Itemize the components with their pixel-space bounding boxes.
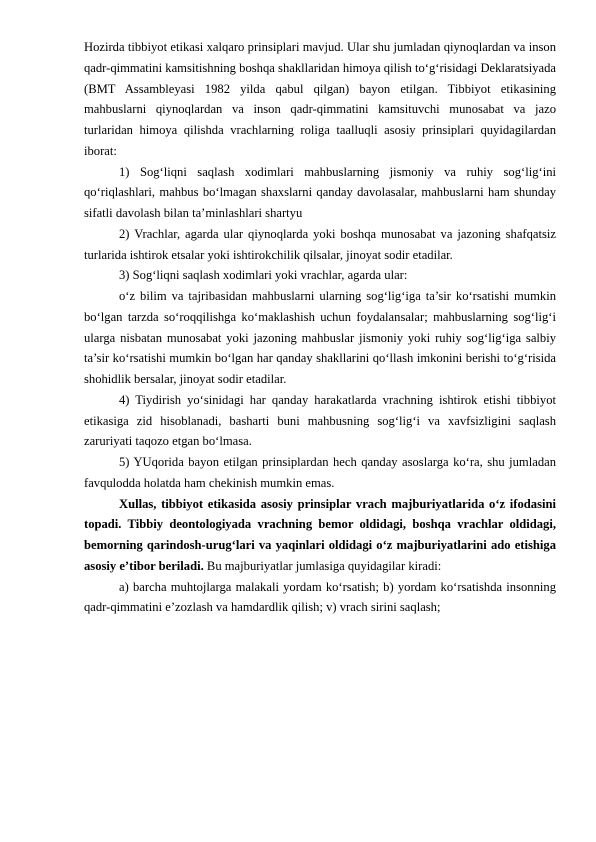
paragraph-principle-3-detail: o‘z bilim va tajribasidan mahbuslarni ularning sog‘lig‘iga ta’sir ko‘rsatishi mumkin bo‘lgan tarzda so‘roqqilishga ko‘maklashish uchun foydalansalar; mahbuslarning sog‘lig‘i ularga nisbatan munosabat yoki jazoning mahbuslar jismoniy yoki ruhiy sog‘lig‘iga salbiy ta’sir ko‘rsatishi mumkin bo‘lgan har qanday shakllarini qo‘llash imkonini berishi to‘g‘risida shohidlik bersalar, jinoyat sodir etadilar. — [84, 289, 556, 386]
paragraph-obligations-list: a) barcha muhtojlarga malakali yordam ko‘rsatish; b) yordam ko‘rsatishda insonning qadr-qimmatini e’zozlash va hamdardlik qilish; v) vrach sirini saqlash; — [84, 579, 556, 615]
paragraph-summary — [84, 494, 556, 577]
summary-regular-text: Bu majburiyatlar jumlasiga quyidagilar kiradi: — [203, 558, 442, 573]
paragraph-intro: Hozirda tibbiyot etikasi xalqaro prinsiplari mavjud. Ular shu jumladan qiynoqlardan va inson qadr-qimmatini kamsitishning boshqa shakllaridan himoya qilish to‘g‘risidagi Deklaratsiyada (BMT Assambleyasi 1982 yilda qabul qilgan) bayon etilgan. Tibbiyot etikasining mahbuslarni qiynoqlardan va inson qadr-qimmatini kamsituvchi munosabat va jazo turlaridan himoya qilishda vrachlarning roliga taalluqli asosiy prinsiplari quyidagilardan iborat: — [84, 40, 556, 158]
paragraph-principle-3: 3) Sog‘liqni saqlash xodimlari yoki vrachlar, agarda ular: — [119, 268, 408, 283]
paragraph-principle-5: 5) YUqorida bayon etilgan prinsiplardan hech qanday asoslarga ko‘ra, shu jumladan favqulodda holatda ham chekinish mumkin emas. — [84, 455, 556, 490]
summary-bold-text: Xullas, tibbiyot etikasida asosiy prinsiplar vrach majburiyatlarida o‘z ifodasini topadi. Tibbiy deontologiyada vrachning bemor oldidagi, boshqa vrachlar oldidagi, bemorning qarindosh-urug‘lari va yaqinlari oldidagi o‘z majburiyatlarini ado etishiga asosiy e’tibor beriladi. — [84, 496, 556, 573]
paragraph-principle-2: 2) Vrachlar, agarda ular qiynoqlarda yoki boshqa munosabat va jazoning shafqatsiz turlarida ishtirok etsalar yoki ishtirokchilik qilsalar, jinoyat sodir etadilar. — [84, 226, 556, 262]
paragraph-principle-1: 1) Sog‘liqni saqlash xodimlari mahbuslarning jismoniy va ruhiy sog‘lig‘ini qo‘riqlashlari, mahbus bo‘lmagan shaxslarni qanday davolasalar, mahbuslarni ham shunday sifatli davolash bilan ta’minlashlari shartyu — [84, 164, 556, 220]
paragraph-principle-4: 4) Tiydirish yo‘sinidagi har qanday harakatlarda vrachning ishtirok etishi tibbiyot etikasiga zid hisoblanadi, basharti buni mahbusning sog‘lig‘i va xavfsizligini saqlash zaruriyati taqozo etgan bo‘lmasa. — [84, 392, 556, 449]
document-page — [84, 37, 556, 618]
